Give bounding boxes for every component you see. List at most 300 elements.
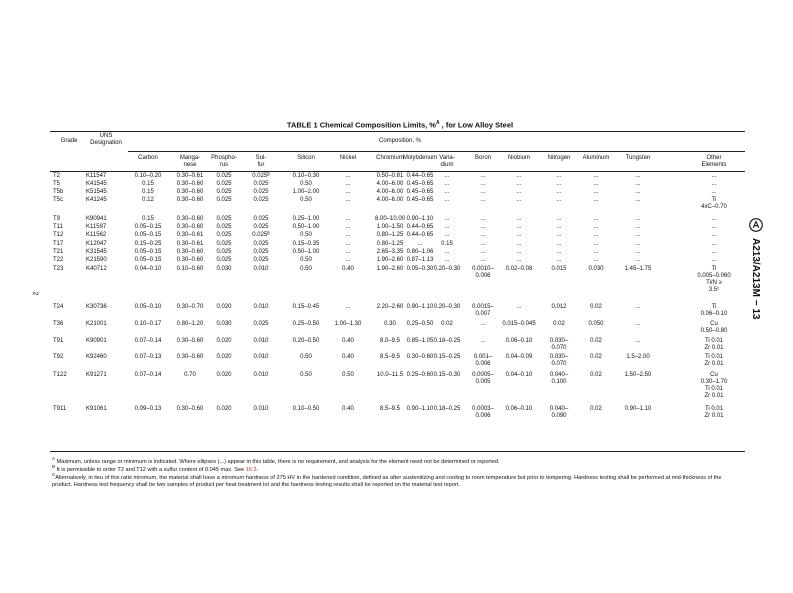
- cell-3: 0.025: [253, 224, 269, 230]
- cell-grade: T5b: [53, 189, 64, 195]
- cell-4: 0.50: [300, 197, 312, 203]
- cell-1: 0.30–0.60: [176, 249, 204, 255]
- cell-5: 0.50: [342, 372, 354, 378]
- cell-14: ...: [711, 181, 717, 187]
- cell-14: Ti 0.005–0.060 Ti/N ≥ 3.5ᶜ: [697, 266, 731, 293]
- cell-5: ...: [345, 304, 351, 310]
- cell-10: 0.04–0.09: [505, 354, 533, 360]
- cell-uns: K41245: [86, 197, 107, 203]
- cell-2: 0.025: [216, 181, 232, 187]
- cell-10: 0.015–0.045: [502, 321, 536, 327]
- cell-10: ...: [516, 224, 522, 230]
- header-grade: Grade: [60, 138, 78, 144]
- cell-10: ...: [516, 249, 522, 255]
- cell-2: 0.025: [216, 249, 232, 255]
- cell-1: 0.30–0.61: [176, 241, 204, 247]
- cell-grade: T22: [53, 257, 64, 263]
- cell-7: 0.90–1.10: [406, 406, 434, 412]
- cell-1: 0.30–0.60: [176, 338, 204, 344]
- cell-0: 0.15: [142, 216, 154, 222]
- cell-6: 4.00–6.00: [376, 197, 404, 203]
- cell-4: 0.50: [300, 372, 312, 378]
- cell-5: ...: [345, 257, 351, 263]
- cell-13: ...: [635, 173, 641, 179]
- cell-8: 0.15–0.30: [433, 372, 461, 378]
- header-col-4: Silicon: [297, 155, 315, 161]
- cell-11: 0.015: [551, 266, 567, 272]
- cell-1: 0.10–0.60: [176, 266, 204, 272]
- cell-0: 0.07–0.14: [134, 372, 162, 378]
- cell-7: 0.25–0.50: [406, 321, 434, 327]
- cell-9: ...: [480, 197, 486, 203]
- cell-14: Ti 4xC–0.70: [701, 197, 727, 210]
- composition-rule: [128, 151, 745, 152]
- cell-uns: K92460: [86, 354, 107, 360]
- cell-8: ...: [444, 173, 450, 179]
- cell-5: 0.40: [342, 406, 354, 412]
- cell-10: 0.04–0.10: [505, 372, 533, 378]
- section-link[interactable]: 16.3: [245, 466, 257, 473]
- cell-uns: K91271: [86, 372, 107, 378]
- cell-3: 0.025: [253, 321, 269, 327]
- cell-12: ...: [593, 249, 599, 255]
- cell-uns: K41545: [86, 181, 107, 187]
- cell-2: 0.020: [216, 406, 232, 412]
- cell-12: ...: [593, 189, 599, 195]
- header-col-1: Manga- nese: [179, 155, 201, 168]
- header-col-11: Nitrogen: [547, 155, 571, 161]
- header-col-5: Nickel: [339, 155, 357, 161]
- cell-2: 0.025: [216, 232, 232, 238]
- cell-6: 0.80–1.25: [376, 241, 404, 247]
- cell-10: 0.06–0.10: [505, 338, 533, 344]
- cell-4: 0.25–1.00: [292, 216, 320, 222]
- cell-4: 0.15–0.35: [292, 241, 320, 247]
- cell-6: 2.65–3.35: [376, 249, 404, 255]
- cell-11: 0.040– 0.100: [549, 372, 569, 385]
- cell-8: ...: [444, 224, 450, 230]
- cell-grade: T17: [53, 241, 64, 247]
- cell-1: 0.30–0.61: [176, 173, 204, 179]
- cell-12: 0.02: [590, 406, 602, 412]
- cell-uns: K90941: [86, 216, 107, 222]
- header-col-13: Tungsten: [625, 155, 651, 161]
- cell-10: ...: [516, 173, 522, 179]
- cell-5: 0.40: [342, 338, 354, 344]
- cell-14: Ti 0.06–0.10: [700, 304, 728, 317]
- cell-6: 0.80–1.25: [376, 232, 404, 238]
- side-header: [748, 218, 764, 378]
- cell-14: Cu 0.30–1.70 Ti 0.01 Zr 0.01: [700, 372, 728, 399]
- cell-13: ...: [635, 181, 641, 187]
- cell-uns: K12047: [86, 241, 107, 247]
- cell-10: ...: [516, 181, 522, 187]
- cell-grade: T92: [53, 354, 64, 360]
- cell-0: 0.15: [142, 189, 154, 195]
- cell-8: 0.15–0.25: [433, 354, 461, 360]
- cell-3: 0.010: [253, 266, 269, 272]
- cell-1: 0.30–0.60: [176, 354, 204, 360]
- cell-uns: K40712: [86, 266, 107, 272]
- cell-12: ...: [593, 241, 599, 247]
- footnote-a: $^A$ Maximum, unless range or minimum is indicated. Where ellipses (...) appear in this table, there is no requirement, and analysis for the element need not be determined or reported.: [52, 456, 500, 465]
- cell-0: 0.15–0.25: [134, 241, 162, 247]
- cell-11: ...: [556, 216, 562, 222]
- cell-5: ...: [345, 241, 351, 247]
- cell-9: 0.001– 0.006: [473, 354, 493, 367]
- cell-12: ...: [593, 232, 599, 238]
- cell-grade: T24: [53, 304, 64, 310]
- cell-11: ...: [556, 197, 562, 203]
- cell-2: 0.025: [216, 189, 232, 195]
- cell-3: 0.010: [253, 338, 269, 344]
- cell-13: ...: [635, 189, 641, 195]
- cell-3: 0.025ᴮ: [252, 173, 270, 179]
- cell-13: ...: [635, 304, 641, 310]
- cell-10: ...: [516, 232, 522, 238]
- header-col-2: Phospho- rus: [211, 155, 237, 168]
- cell-7: 0.45–0.65: [406, 181, 434, 187]
- cell-7: 0.80–1.06: [406, 249, 434, 255]
- cell-grade: T23: [53, 266, 64, 272]
- cell-4: 0.50: [300, 266, 312, 272]
- cell-7: 0.90–1.10: [406, 304, 434, 310]
- footnote-c: $^C$Alternatively, in lieu of this ratio minimum, the material shall have a minimum hardness of 275 HV in the hardened condition, defined as after austenitizing and cooling to room temperature but prior to tempering. Hardness testing shall be performed at mid-thickness of the product. Hardness test frequency shall be two samples of product per heat treatment lot and the hardness testing results shall be reported on the material test report.: [52, 472, 722, 488]
- cell-7: 0.45–0.65: [406, 197, 434, 203]
- cell-4: 0.50: [300, 354, 312, 360]
- cell-12: ...: [593, 224, 599, 230]
- cell-2: 0.020: [216, 372, 232, 378]
- table-bottom-rule: [50, 451, 745, 452]
- header-col-0: Carbon: [138, 155, 158, 161]
- cell-14: ...: [711, 224, 717, 230]
- cell-14: Ti 0.01 Zr 0.01: [704, 406, 724, 419]
- cell-11: ...: [556, 257, 562, 263]
- cell-9: ...: [480, 249, 486, 255]
- cell-4: 0.20–0.50: [292, 338, 320, 344]
- cell-2: 0.025: [216, 241, 232, 247]
- cell-7: 0.85–1.05: [406, 338, 434, 344]
- cell-13: ...: [635, 338, 641, 344]
- cell-12: 0.02: [590, 304, 602, 310]
- cell-0: 0.04–0.10: [134, 266, 162, 272]
- cell-8: 0.15: [441, 241, 453, 247]
- cell-11: ...: [556, 181, 562, 187]
- cell-12: ...: [593, 257, 599, 263]
- cell-2: 0.025: [216, 197, 232, 203]
- cell-14: ...: [711, 173, 717, 179]
- cell-12: ...: [593, 173, 599, 179]
- cell-9: ...: [480, 338, 486, 344]
- cell-8: ...: [444, 181, 450, 187]
- cell-10: 0.06–0.10: [505, 406, 533, 412]
- cell-1: 0.30–0.60: [176, 406, 204, 412]
- cell-13: 0.90–1.10: [624, 406, 652, 412]
- cell-13: 1.50–2.50: [624, 372, 652, 378]
- cell-11: ...: [556, 173, 562, 179]
- cell-grade: T9: [53, 216, 61, 222]
- header-col-12: Aluminum: [582, 155, 610, 161]
- cell-0: 0.07–0.13: [134, 354, 162, 360]
- cell-9: ...: [480, 257, 486, 263]
- cell-11: 0.012: [551, 304, 567, 310]
- cell-11: 0.030– 0.070: [549, 354, 569, 367]
- header-col-6: Chromium: [376, 155, 404, 161]
- cell-4: 0.25–0.50: [292, 321, 320, 327]
- table-title: TABLE 1 Chemical Composition Limits, %$^A$ , for Low Alloy Steel: [286, 120, 514, 130]
- cell-6: 1.90–2.60: [376, 266, 404, 272]
- cell-1: 0.30–0.60: [176, 224, 204, 230]
- cell-uns: K21001: [86, 321, 107, 327]
- cell-10: 0.02–0.08: [505, 266, 533, 272]
- cell-5: 0.40: [342, 354, 354, 360]
- cell-5: ...: [345, 173, 351, 179]
- cell-12: 0.02: [590, 372, 602, 378]
- cell-14: ...: [711, 257, 717, 263]
- cell-7: 0.30–0.60: [406, 354, 434, 360]
- cell-3: 0.025: [253, 189, 269, 195]
- cell-0: 0.05–0.15: [134, 249, 162, 255]
- cell-6: 8.5–9.5: [379, 406, 401, 412]
- cell-1: 0.80–1.20: [176, 321, 204, 327]
- cell-14: ...: [711, 241, 717, 247]
- cell-3: 0.025ᴮ: [252, 232, 270, 238]
- cell-13: 1.5–2.00: [626, 354, 650, 360]
- cell-9: ...: [480, 189, 486, 195]
- cell-6: 1.90–2.60: [376, 257, 404, 263]
- cell-1: 0.30–0.60: [176, 181, 204, 187]
- header-col-14: Other Elements: [701, 155, 727, 168]
- cell-9: ...: [480, 232, 486, 238]
- cell-grade: T12: [53, 232, 64, 238]
- cell-5: 0.40: [342, 266, 354, 272]
- cell-14: Ti 0.01 Zr 0.01: [704, 354, 724, 367]
- cell-5: ...: [345, 181, 351, 187]
- cell-0: 0.07–0.14: [134, 338, 162, 344]
- header-col-10: Niobium: [507, 155, 530, 161]
- header-col-9: Boron: [474, 155, 491, 161]
- cell-3: 0.010: [253, 304, 269, 310]
- cell-3: 0.025: [253, 257, 269, 263]
- cell-2: 0.025: [216, 216, 232, 222]
- cell-5: 1.00–1.30: [334, 321, 362, 327]
- cell-3: 0.010: [253, 406, 269, 412]
- cell-13: ...: [635, 197, 641, 203]
- cell-1: 0.30–0.60: [176, 197, 204, 203]
- cell-7: 0.44–0.65: [406, 173, 434, 179]
- cell-grade: T911: [53, 406, 67, 412]
- cell-14: Cu 0.50–0.80: [700, 321, 728, 334]
- cell-12: ...: [593, 216, 599, 222]
- cell-6: 0.50–0.81: [376, 173, 404, 179]
- cell-10: ...: [516, 257, 522, 263]
- cell-6: 2.20–2.60: [376, 304, 404, 310]
- cell-11: ...: [556, 189, 562, 195]
- cell-grade: T91: [53, 338, 64, 344]
- cell-uns: K30736: [86, 304, 107, 310]
- cell-3: 0.010: [253, 372, 269, 378]
- footnote-b: $^B$ It is permissible to order T2 and T12 with a sulfur content of 0.045 max. See 16.3.: [52, 464, 259, 473]
- cell-11: ...: [556, 249, 562, 255]
- cell-1: 0.30–0.61: [176, 232, 204, 238]
- cell-0: 0.15: [142, 181, 154, 187]
- cell-8: ...: [444, 197, 450, 203]
- cell-10: ...: [516, 189, 522, 195]
- cell-13: ...: [635, 321, 641, 327]
- cell-13: ...: [635, 232, 641, 238]
- cell-10: ...: [516, 216, 522, 222]
- cell-5: ...: [345, 197, 351, 203]
- cell-13: ...: [635, 224, 641, 230]
- cell-grade: T11: [53, 224, 63, 230]
- cell-0: 0.05–0.15: [134, 257, 162, 263]
- cell-0: 0.05–0.10: [134, 304, 162, 310]
- cell-7: ...: [417, 241, 423, 247]
- cell-10: ...: [516, 304, 522, 310]
- cell-6: 8.00–10.00: [374, 216, 406, 222]
- cell-7: 0.05–0.30: [406, 266, 434, 272]
- cell-uns: K21590: [86, 257, 107, 263]
- cell-8: ...: [444, 249, 450, 255]
- cell-uns: K31545: [86, 249, 107, 255]
- cell-11: ...: [556, 224, 562, 230]
- cell-uns: K11547: [86, 173, 107, 179]
- cell-6: 4.00–6.00: [376, 181, 404, 187]
- cell-0: 0.05–0.15: [134, 232, 162, 238]
- cell-8: ...: [444, 216, 450, 222]
- cell-12: 0.030: [588, 266, 604, 272]
- cell-12: ...: [593, 197, 599, 203]
- cell-9: 0.0015– 0.007: [472, 304, 494, 317]
- cell-grade: T21: [53, 249, 64, 255]
- cell-8: ...: [444, 257, 450, 263]
- cell-uns: K11597: [86, 224, 107, 230]
- cell-14: ...: [711, 216, 717, 222]
- cell-14: ...: [711, 189, 717, 195]
- cell-1: 0.30–0.60: [176, 257, 204, 263]
- cell-6: 8.0–9.5: [379, 338, 401, 344]
- cell-grade: T36: [53, 321, 64, 327]
- cell-9: ...: [480, 321, 486, 327]
- cell-uns: K90901: [86, 338, 107, 344]
- cell-3: 0.025: [253, 216, 269, 222]
- cell-9: 0.0005– 0.005: [472, 372, 494, 385]
- cell-13: ...: [635, 257, 641, 263]
- cell-14: ...: [711, 232, 717, 238]
- cell-13: ...: [635, 249, 641, 255]
- cell-2: 0.030: [216, 321, 232, 327]
- cell-5: ...: [345, 232, 351, 238]
- header-bottom-rule: [50, 171, 745, 172]
- cell-8: 0.02: [441, 321, 453, 327]
- cell-3: 0.025: [253, 181, 269, 187]
- cell-0: 0.12: [142, 197, 154, 203]
- cell-0: 0.09–0.13: [134, 406, 162, 412]
- header-composition: Composition, %: [378, 138, 422, 144]
- cell-13: ...: [635, 216, 641, 222]
- cell-uns: K91061: [86, 406, 107, 412]
- cell-7: 0.87–1.13: [406, 257, 434, 263]
- cell-12: ...: [593, 181, 599, 187]
- cell-14: Ti 0.01 Zr 0.01: [704, 338, 724, 351]
- cell-7: 0.44–0.65: [406, 224, 434, 230]
- cell-11: ...: [556, 241, 562, 247]
- cell-8: 0.18–0.25: [433, 406, 461, 412]
- cell-9: ...: [480, 224, 486, 230]
- cell-9: 0.0010– 0.006: [472, 266, 494, 279]
- cell-4: 0.10–0.30: [292, 173, 320, 179]
- cell-2: 0.025: [216, 224, 232, 230]
- cell-1: 0.70: [184, 372, 196, 378]
- cell-grade: T5: [53, 181, 61, 187]
- cell-14: ...: [711, 249, 717, 255]
- cell-2: 0.020: [216, 338, 232, 344]
- cell-4: 0.50–1.00: [292, 224, 320, 230]
- cell-5: ...: [345, 224, 351, 230]
- cell-4: 0.50: [300, 257, 312, 263]
- cell-2: 0.030: [216, 266, 232, 272]
- cell-8: 0.18–0.25: [433, 338, 461, 344]
- cell-1: 0.30–0.60: [176, 216, 204, 222]
- cell-11: 0.02: [553, 321, 565, 327]
- cell-3: 0.025: [253, 241, 269, 247]
- cell-0: 0.05–0.15: [134, 224, 162, 230]
- cell-6: 4.00–6.00: [376, 189, 404, 195]
- cell-6: 8.5–9.5: [379, 354, 401, 360]
- cell-7: 0.44–0.65: [406, 232, 434, 238]
- cell-3: 0.010: [253, 354, 269, 360]
- cell-8: 0.20–0.30: [433, 304, 461, 310]
- cell-grade: T5c: [53, 197, 64, 203]
- cell-11: 0.030– 0.070: [549, 338, 569, 351]
- cell-2: 0.020: [216, 304, 232, 310]
- table-top-rule: [50, 131, 745, 132]
- cell-12: 0.02: [590, 354, 602, 360]
- cell-4: 0.50–1.00: [292, 249, 320, 255]
- cell-9: ...: [480, 216, 486, 222]
- cell-4: 0.15–0.45: [292, 304, 320, 310]
- cell-9: 0.0003– 0.006: [472, 406, 494, 419]
- cell-8: 0.20–0.30: [433, 266, 461, 272]
- cell-0: 0.10–0.20: [134, 173, 162, 179]
- cell-11: 0.040– 0.090: [549, 406, 569, 419]
- page-number: 2: [31, 291, 39, 296]
- cell-uns: K11562: [86, 232, 107, 238]
- cell-4: 1.00–2.00: [292, 189, 320, 195]
- cell-6: 0.30: [384, 321, 396, 327]
- cell-0: 0.10–0.17: [134, 321, 162, 327]
- cell-6: 1.00–1.50: [376, 224, 404, 230]
- cell-3: 0.025: [253, 197, 269, 203]
- cell-3: 0.025: [253, 249, 269, 255]
- cell-grade: T122: [53, 372, 67, 378]
- cell-7: 0.25–0.60: [406, 372, 434, 378]
- cell-uns: K51545: [86, 189, 107, 195]
- cell-9: ...: [480, 181, 486, 187]
- header-col-3: Sul- fur: [255, 155, 267, 168]
- cell-10: ...: [516, 197, 522, 203]
- astm-logo-icon: [749, 218, 763, 232]
- cell-2: 0.025: [216, 257, 232, 263]
- cell-4: 0.10–0.50: [292, 406, 320, 412]
- cell-grade: T2: [53, 173, 61, 179]
- cell-4: 0.50: [300, 232, 312, 238]
- cell-1: 0.30–0.70: [176, 304, 204, 310]
- cell-7: 0.90–1.10: [406, 216, 434, 222]
- cell-8: ...: [444, 232, 450, 238]
- cell-2: 0.025: [216, 173, 232, 179]
- cell-4: 0.50: [300, 181, 312, 187]
